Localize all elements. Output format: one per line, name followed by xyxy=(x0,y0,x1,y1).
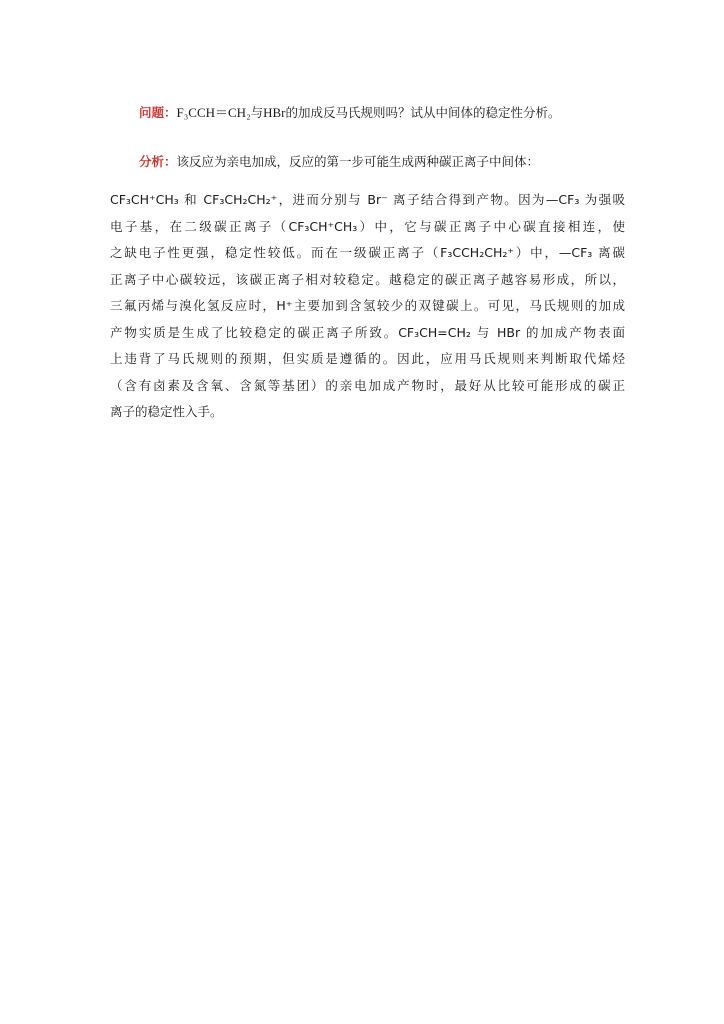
analysis-line: 离子的稳定性入手。 xyxy=(110,404,223,419)
analysis-line: CF₃CH⁺CH₃ 和 CF₃CH₂CH₂⁺，进而分别与 Br⁻ 离子结合得到产物。因为—CF₃ 为强吸 xyxy=(110,192,625,207)
question-formula-reactant: F₃CCH＝CH₂ xyxy=(176,105,251,120)
question-line xyxy=(139,104,699,122)
analysis-line: 上违背了马氏规则的预期，但实质是遵循的。因此，应用马氏规则来判断取代烯烃 xyxy=(110,351,625,366)
analysis-line: 之缺电子性更强，稳定性较低。而在一级碳正离子（F₃CCH₂CH₂⁺）中，—CF₃ 离碳 xyxy=(110,245,625,260)
question-connector: 与 xyxy=(250,105,264,120)
analysis-line: 电子基，在二级碳正离子（CF₃CH⁺CH₃）中，它与碳正离子中心碳直接相连，使 xyxy=(110,218,625,234)
analysis-line: 正离子中心碳较远，该碳正离子相对较稳定。越稳定的碳正离子越容易形成，所以， xyxy=(110,271,625,287)
analysis-label: 分析： xyxy=(139,154,177,169)
analysis-body xyxy=(110,187,625,426)
question-text: 的加成反马氏规则吗？试从中间体的稳定性分析。 xyxy=(285,105,561,120)
analysis-heading-line xyxy=(139,153,699,171)
analysis-line: 三氟丙烯与溴化氢反应时，H⁺主要加到含氢较少的双键碳上。可见，马氏规则的加成 xyxy=(110,298,625,313)
analysis-line: 产物实质是生成了比较稳定的碳正离子所致。CF₃CH=CH₂ 与 HBr 的加成产物表面 xyxy=(110,324,625,340)
question-formula-reagent: HBr xyxy=(263,105,286,120)
analysis-line: （含有卤素及含氧、含氮等基团）的亲电加成产物时，最好从比较可能形成的碳正 xyxy=(110,377,625,393)
question-label: 问题： xyxy=(139,105,177,120)
analysis-intro: 该反应为亲电加成，反应的第一步可能生成两种碳正离子中间体： xyxy=(176,154,540,169)
